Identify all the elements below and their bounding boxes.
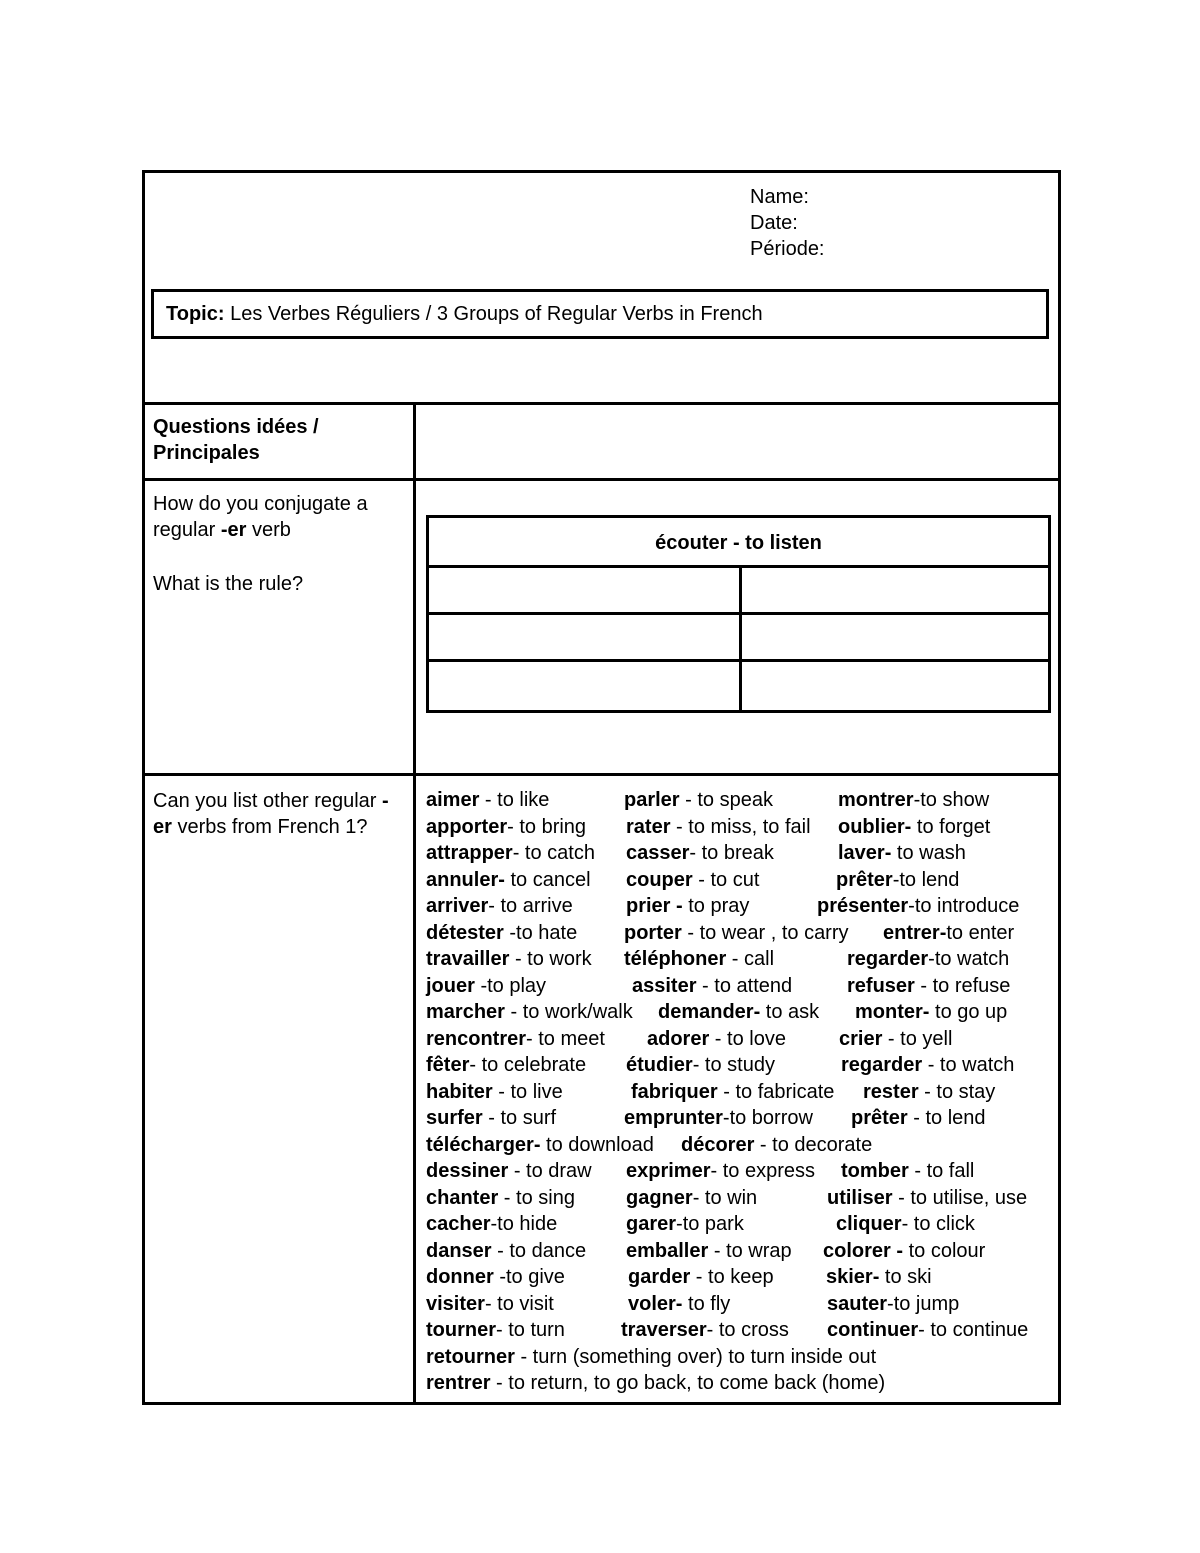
verb-infinitive: tomber: [841, 1160, 909, 1182]
verb-infinitive: montrer: [838, 789, 914, 811]
verb-infinitive: oublier-: [838, 815, 912, 838]
verb-entry: [826, 1264, 932, 1291]
verb-entry: [626, 1185, 757, 1212]
verb-infinitive: téléphoner: [624, 948, 727, 970]
verb-translation: -to play: [474, 974, 547, 997]
verb-entry: [841, 1158, 974, 1185]
verb-translation: - to attend: [696, 974, 793, 997]
verb-infinitive: garder: [628, 1266, 691, 1288]
verb-entry: [838, 840, 966, 867]
verb-infinitive: détester: [426, 921, 504, 944]
verb-translation: - to break: [689, 842, 774, 864]
topic-text: Les Verbes Réguliers / 3 Groups of Regular Verbs in French: [224, 303, 763, 325]
verb-entry: [426, 973, 546, 1000]
verb-translation: - to love: [709, 1027, 786, 1050]
verb-translation: to go up: [929, 1001, 1008, 1023]
verb-infinitive: retourner: [426, 1345, 515, 1368]
verb-entry: [426, 1291, 554, 1318]
name-label: Name:: [750, 186, 809, 208]
date-label: Date:: [750, 212, 798, 234]
divider: [145, 402, 1058, 405]
verb-translation: - to lend: [907, 1107, 986, 1129]
verb-infinitive: sauter: [827, 1292, 888, 1315]
verb-infinitive: marcher: [426, 1001, 505, 1023]
verb-entry: [426, 1317, 565, 1344]
verb-translation: -to jump: [887, 1292, 960, 1315]
verb-translation: - to win: [692, 1186, 758, 1209]
verb-infinitive: garer: [626, 1213, 677, 1235]
verb-entry: [626, 893, 749, 920]
verb-infinitive: fabriquer: [631, 1080, 718, 1103]
verb-entry: [426, 1238, 586, 1265]
verb-translation: - to utilise, use: [892, 1186, 1028, 1209]
verb-entry: [621, 1317, 789, 1344]
verb-infinitive: attrapper: [426, 842, 513, 864]
verb-translation: - call: [726, 948, 775, 970]
verb-infinitive: entrer-: [883, 921, 947, 944]
verb-translation: - to keep: [690, 1266, 774, 1288]
verb-infinitive: adorer: [647, 1027, 710, 1050]
verb-infinitive: laver-: [838, 842, 892, 864]
topic-box: [151, 289, 1049, 339]
verb-entry: [838, 787, 989, 814]
verb-translation: - to speak: [679, 789, 773, 811]
verb-infinitive: continuer: [827, 1319, 919, 1341]
verb-translation: to cancel: [504, 868, 591, 891]
verb-entry: [836, 867, 959, 894]
verb-infinitive: prêter: [836, 868, 893, 891]
question-text: verbs from French 1?: [171, 816, 368, 838]
verb-translation: - to bring: [507, 815, 587, 838]
verb-entry: [626, 1211, 744, 1238]
verb-entry: [631, 1079, 834, 1106]
verb-translation: - to watch: [922, 1054, 1015, 1076]
verb-entry: [658, 999, 819, 1026]
verb-infinitive: emballer: [626, 1239, 709, 1262]
question-bold-text: -er: [220, 519, 247, 541]
verb-entry: [426, 1344, 876, 1371]
question-text: verb: [246, 519, 291, 541]
verb-translation: to pray: [682, 895, 750, 917]
verb-infinitive: visiter: [426, 1292, 485, 1315]
verb-translation: -to give: [493, 1266, 565, 1288]
verb-translation: - to wear , to carry: [681, 921, 849, 944]
verb-infinitive: dessiner: [426, 1160, 509, 1182]
verb-translation: to download: [540, 1133, 654, 1156]
verb-translation: to fly: [682, 1292, 731, 1315]
question-list: [153, 788, 405, 840]
verb-infinitive: fêter: [426, 1054, 470, 1076]
verb-entry: [827, 1291, 959, 1318]
verb-translation: -to park: [676, 1213, 744, 1235]
verb-entry: [817, 893, 1019, 920]
verb-entry: [632, 973, 792, 1000]
verb-translation: -to borrow: [722, 1107, 813, 1129]
verb-infinitive: surfer: [426, 1107, 483, 1129]
verb-entry: [847, 946, 1009, 973]
verb-entry: [426, 920, 577, 947]
verb-translation: - to miss, to fail: [670, 815, 811, 838]
verb-translation: - to celebrate: [469, 1054, 587, 1076]
conjugation-cell[interactable]: [742, 615, 1048, 659]
verb-translation: to ask: [760, 1001, 820, 1023]
verb-infinitive: décorer: [681, 1133, 755, 1156]
verb-infinitive: travailler: [426, 948, 510, 970]
verb-translation: to enter: [946, 921, 1015, 944]
verb-translation: - to study: [692, 1054, 775, 1076]
verb-translation: - turn (something over) to turn inside out: [514, 1345, 877, 1368]
verb-infinitive: habiter: [426, 1080, 493, 1103]
verb-entry: [827, 1185, 1027, 1212]
verb-entry: [426, 840, 595, 867]
verb-translation: - to decorate: [754, 1133, 873, 1156]
question-bold-text: -er: [153, 790, 389, 838]
verb-entry: [426, 1079, 563, 1106]
verb-translation: - to yell: [882, 1027, 953, 1050]
verb-translation: to ski: [879, 1266, 932, 1288]
verb-entry: [626, 1238, 792, 1265]
verb-infinitive: tourner: [426, 1319, 496, 1341]
verb-entry: [426, 1185, 575, 1212]
verb-entry: [426, 1052, 586, 1079]
verb-translation: - to live: [492, 1080, 563, 1103]
verb-translation: - to visit: [484, 1292, 554, 1315]
verb-infinitive: danser: [426, 1239, 492, 1262]
verb-translation: - to like: [479, 789, 550, 811]
verb-infinitive: refuser: [847, 974, 915, 997]
verb-entry: [626, 840, 774, 867]
divider: [145, 773, 1058, 776]
verb-infinitive: aimer: [426, 789, 480, 811]
conjugation-cell[interactable]: [429, 615, 739, 659]
verb-infinitive: emprunter: [624, 1107, 723, 1129]
verb-entry: [626, 867, 759, 894]
question-rule: What is the rule?: [153, 573, 304, 595]
verb-entry: [624, 920, 849, 947]
verb-entry: [426, 1158, 592, 1185]
verb-translation: -to hide: [490, 1213, 558, 1235]
question-conjugate: [153, 491, 405, 625]
verb-entry: [426, 893, 573, 920]
verb-infinitive: étudier: [626, 1054, 693, 1076]
verb-entry: [426, 1370, 885, 1397]
verb-entry: [823, 1238, 985, 1265]
verb-entry: [426, 1132, 654, 1159]
verb-infinitive: cacher: [426, 1213, 491, 1235]
questions-heading: Questions idées / Principales: [153, 416, 319, 464]
verb-entry: [626, 1158, 815, 1185]
verb-translation: -to watch: [928, 948, 1010, 970]
verb-infinitive: chanter: [426, 1186, 499, 1209]
verb-infinitive: assiter: [632, 974, 697, 997]
verb-infinitive: exprimer: [626, 1160, 711, 1182]
verb-entry: [841, 1052, 1014, 1079]
verb-entry: [426, 814, 586, 841]
verb-translation: - to dance: [491, 1239, 587, 1262]
header-section: [145, 173, 1058, 402]
verb-entry: [883, 920, 1014, 947]
verb-entry: [426, 787, 549, 814]
verb-infinitive: prier -: [626, 895, 683, 917]
verb-translation: - to wrap: [708, 1239, 792, 1262]
verb-entry: [626, 814, 811, 841]
question-conjugate-line1: [153, 491, 405, 543]
verb-translation: - to turn: [496, 1319, 565, 1341]
verb-translation: to forget: [911, 815, 991, 838]
verb-infinitive: parler: [624, 789, 680, 811]
verb-infinitive: annuler-: [426, 868, 505, 891]
verb-entry: [628, 1291, 730, 1318]
verb-entry: [836, 1211, 975, 1238]
verb-infinitive: porter: [624, 921, 682, 944]
verb-translation: - to continue: [918, 1319, 1029, 1341]
verb-infinitive: donner: [426, 1266, 494, 1288]
verb-entry: [426, 1105, 556, 1132]
verb-translation: to wash: [891, 842, 966, 864]
question-text: How do you conjugate a regular: [153, 493, 368, 541]
verb-entry: [681, 1132, 872, 1159]
verb-infinitive: regarder: [847, 948, 929, 970]
verb-infinitive: rencontrer: [426, 1027, 527, 1050]
verb-entry: [838, 814, 990, 841]
topic-label: Topic:: [166, 303, 225, 325]
verb-translation: - to draw: [508, 1160, 592, 1182]
verb-infinitive: rentrer: [426, 1372, 491, 1394]
conjugation-table: [426, 515, 1051, 713]
verb-translation: - to fall: [908, 1160, 975, 1182]
verb-translation: - to fabricate: [717, 1080, 835, 1103]
verb-translation: - to click: [901, 1213, 975, 1235]
verb-translation: - to return, to go back, to come back (home): [490, 1372, 886, 1394]
question-text: Can you list other regular: [153, 790, 383, 812]
verb-entry: [626, 1052, 775, 1079]
verb-entry: [863, 1079, 995, 1106]
verb-translation: - to cross: [706, 1319, 789, 1341]
verb-infinitive: skier-: [826, 1266, 880, 1288]
verb-translation: - to arrive: [488, 895, 573, 917]
verb-infinitive: jouer: [426, 974, 475, 997]
conjugation-cell[interactable]: [429, 568, 739, 612]
verb-infinitive: cliquer: [836, 1213, 902, 1235]
verb-entry: [647, 1026, 786, 1053]
verb-translation: - to cut: [692, 868, 760, 891]
verb-infinitive: couper: [626, 868, 693, 891]
verb-entry: [624, 946, 774, 973]
verb-entry: [426, 1211, 557, 1238]
verb-translation: to colour: [903, 1239, 986, 1262]
verb-translation: - to sing: [498, 1186, 575, 1209]
verb-infinitive: demander-: [658, 1001, 761, 1023]
worksheet-table: [142, 170, 1061, 1405]
verb-translation: -to lend: [892, 868, 960, 891]
verb-translation: - to refuse: [914, 974, 1011, 997]
conjugation-cell[interactable]: [742, 662, 1048, 710]
verb-entry: [426, 1264, 565, 1291]
verb-translation: -to show: [913, 789, 990, 811]
verb-infinitive: voler-: [628, 1292, 683, 1315]
verb-translation: - to surf: [482, 1107, 557, 1129]
column-divider: [413, 402, 416, 1405]
verb-infinitive: colorer -: [823, 1239, 904, 1262]
verb-infinitive: crier: [839, 1027, 883, 1050]
verb-entry: [855, 999, 1007, 1026]
verb-entry: [628, 1264, 774, 1291]
verb-entry: [851, 1105, 986, 1132]
verb-entry: [624, 787, 773, 814]
verb-infinitive: traverser: [621, 1319, 707, 1341]
verb-translation: - to work: [509, 948, 592, 970]
verb-translation: -to introduce: [908, 895, 1020, 917]
verb-translation: -to hate: [503, 921, 578, 944]
verb-infinitive: rater: [626, 815, 671, 838]
verb-translation: - to meet: [526, 1027, 605, 1050]
verb-infinitive: arriver: [426, 895, 489, 917]
verb-entry: [426, 1026, 605, 1053]
verb-translation: - to work/walk: [504, 1001, 633, 1023]
verb-entry: [827, 1317, 1028, 1344]
verb-translation: - to stay: [918, 1080, 996, 1103]
verb-infinitive: casser: [626, 842, 690, 864]
verb-entry: [847, 973, 1010, 1000]
student-info: [750, 184, 825, 262]
verb-entry: [426, 867, 591, 894]
verb-infinitive: télécharger-: [426, 1133, 541, 1156]
verb-entry: [426, 999, 633, 1026]
verb-translation: - to catch: [512, 842, 595, 864]
verb-infinitive: utiliser: [827, 1186, 893, 1209]
verb-entry: [624, 1105, 813, 1132]
verb-translation: - to express: [710, 1160, 815, 1182]
verb-infinitive: présenter: [817, 895, 909, 917]
verb-infinitive: prêter: [851, 1107, 908, 1129]
period-label: Période:: [750, 238, 825, 260]
verb-infinitive: regarder: [841, 1054, 923, 1076]
conjugation-table-title: écouter - to listen: [655, 532, 822, 554]
verb-infinitive: monter-: [855, 1001, 930, 1023]
verb-infinitive: gagner: [626, 1186, 693, 1209]
divider: [145, 478, 1058, 481]
verb-entry: [426, 946, 592, 973]
conjugation-cell[interactable]: [429, 662, 739, 710]
verb-entry: [839, 1026, 952, 1053]
verb-infinitive: rester: [863, 1080, 919, 1103]
verb-infinitive: apporter: [426, 815, 508, 838]
conjugation-cell[interactable]: [742, 568, 1048, 612]
